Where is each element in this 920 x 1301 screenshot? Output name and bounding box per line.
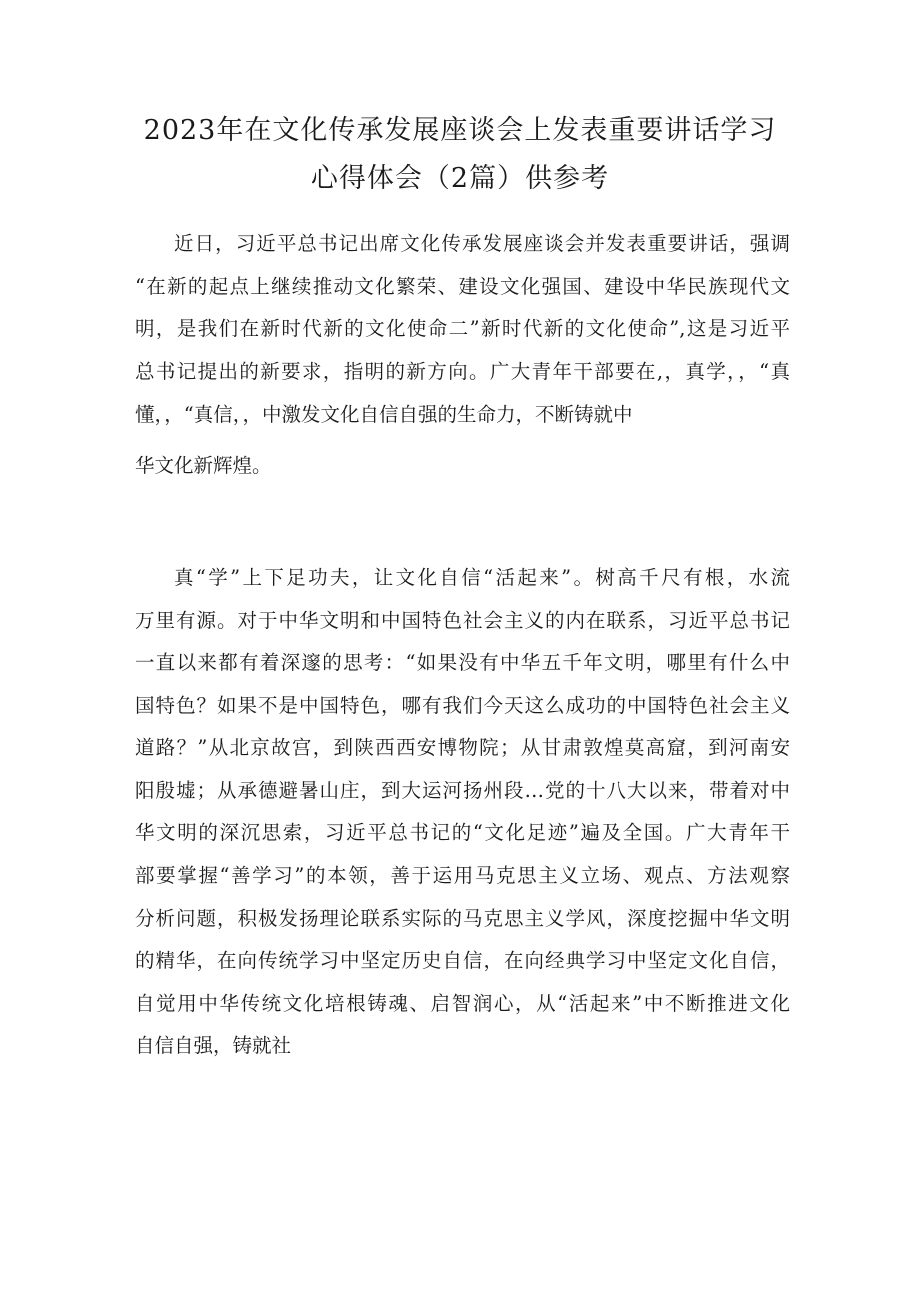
paragraph-2-line-4: 国特色？如果不是中国特色，哪有我们今天这么成功的中国特色社会主义 xyxy=(135,694,790,717)
paragraph-2-line-7: 华文明的深沉思索，习近平总书记的“文化足迹”遍及全国。广大青年干 xyxy=(135,821,790,844)
paragraph-1-line-6: 华文化新辉煌。 xyxy=(135,454,272,477)
paragraph-1-line-1: 近日，习近平总书记出席文化传承发展座谈会并发表重要讲话，强调 xyxy=(174,232,790,255)
paragraph-1-line-4: 总书记提出的新要求，指明的新方向。广大青年干部要在,，真学，，“真 xyxy=(135,360,790,383)
paragraph-2-line-5: 道路？”从北京故宫，到陕西西安博物院；从甘肃敦煌莫高窟，到河南安 xyxy=(135,736,790,759)
paragraph-2-line-8: 部要掌握“善学习”的本领，善于运用马克思主义立场、观点、方法观察 xyxy=(135,864,790,887)
paragraph-2-line-11: 自觉用中华传统文化培根铸魂、启智润心，从“活起来”中不断推进文化 xyxy=(135,992,790,1015)
paragraph-2-line-10: 的精华，在向传统学习中坚定历史自信，在向经典学习中坚定文化自信， xyxy=(135,949,790,972)
document-title-line-1: 2023年在文化传承发展座谈会上发表重要讲话学习 xyxy=(143,115,777,146)
paragraph-1-line-2: “在新的起点上继续推动文化繁荣、建设文化强国、建设中华民族现代文 xyxy=(135,275,790,298)
paragraph-1-line-3: 明，是我们在新时代新的文化使命二”新时代新的文化使命”,这是习近平 xyxy=(135,317,790,340)
paragraph-2-line-2: 万里有源。对于中华文明和中国特色社会主义的内在联系，习近平总书记 xyxy=(135,609,790,632)
paragraph-1-line-5: 懂，，“真信，，中激发文化自信自强的生命力，不断铸就中 xyxy=(135,403,633,426)
paragraph-2-line-1: 真“学”上下足功夫，让文化自信“活起来”。树高千尺有根，水流 xyxy=(174,566,790,589)
paragraph-2-line-6: 阳殷墟；从承德避暑山庄，到大运河扬州段…党的十八大以来，带着对中 xyxy=(135,779,790,802)
document-title-line-2: 心得体会（2篇）供参考 xyxy=(310,163,610,194)
paragraph-2-line-3: 一直以来都有着深邃的思考：“如果没有中华五千年文明，哪里有什么中 xyxy=(135,651,790,674)
paragraph-2-line-9: 分析问题，积极发扬理论联系实际的马克思主义学风，深度挖掘中华文明 xyxy=(135,907,790,930)
paragraph-2-line-12: 自信自强，铸就社 xyxy=(135,1034,292,1057)
